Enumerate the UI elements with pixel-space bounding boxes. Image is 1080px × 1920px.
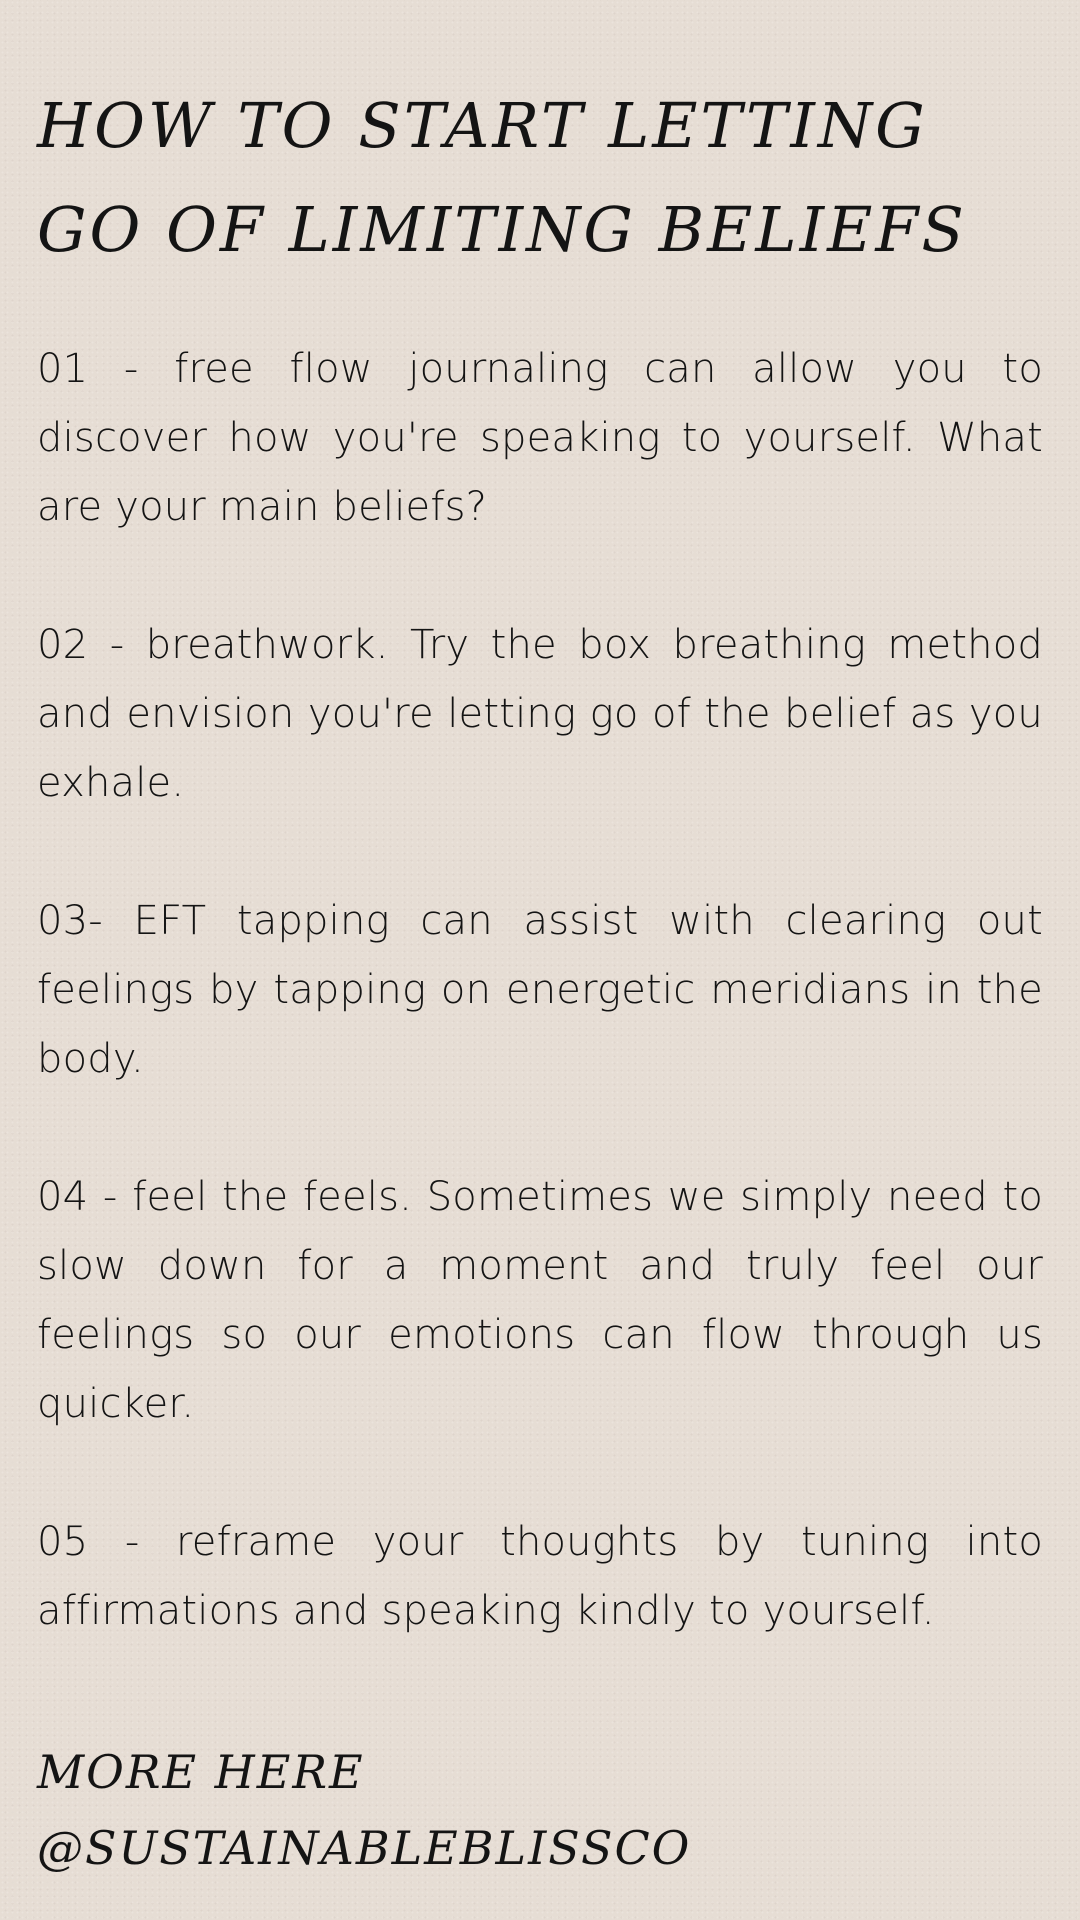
post-title-line-2: GO OF LIMITING BELIEFS	[37, 193, 967, 266]
tips-list	[37, 335, 1043, 1646]
tip-05: 05 - reframe your thoughts by tuning into affirmations and speaking kindly to yourself.	[37, 1519, 1043, 1634]
tip-02: 02 - breathwork. Try the box breathing method and envision you're letting go of the belief as you exhale.	[37, 622, 1043, 806]
post-title	[37, 74, 1043, 282]
tip-03: 03- EFT tapping can assist with clearing out feelings by tapping on energetic meridians in the body.	[37, 898, 1043, 1082]
tip-01: 01 - free flow journaling can allow you to discover how you're speaking to yourself. What are your main beliefs?	[37, 346, 1043, 530]
post-content	[37, 74, 1043, 1886]
footer-cta	[37, 1734, 1043, 1886]
post-title-line-1: HOW TO START LETTING	[37, 89, 928, 162]
more-here-label: MORE HERE	[37, 1745, 365, 1799]
tip-04: 04 - feel the feels. Sometimes we simply need to slow down for a moment and truly feel our feelings so our emotions can flow through us quicker.	[37, 1174, 1043, 1427]
account-handle[interactable]: @SUSTAINABLEBLISSCO	[37, 1821, 692, 1875]
